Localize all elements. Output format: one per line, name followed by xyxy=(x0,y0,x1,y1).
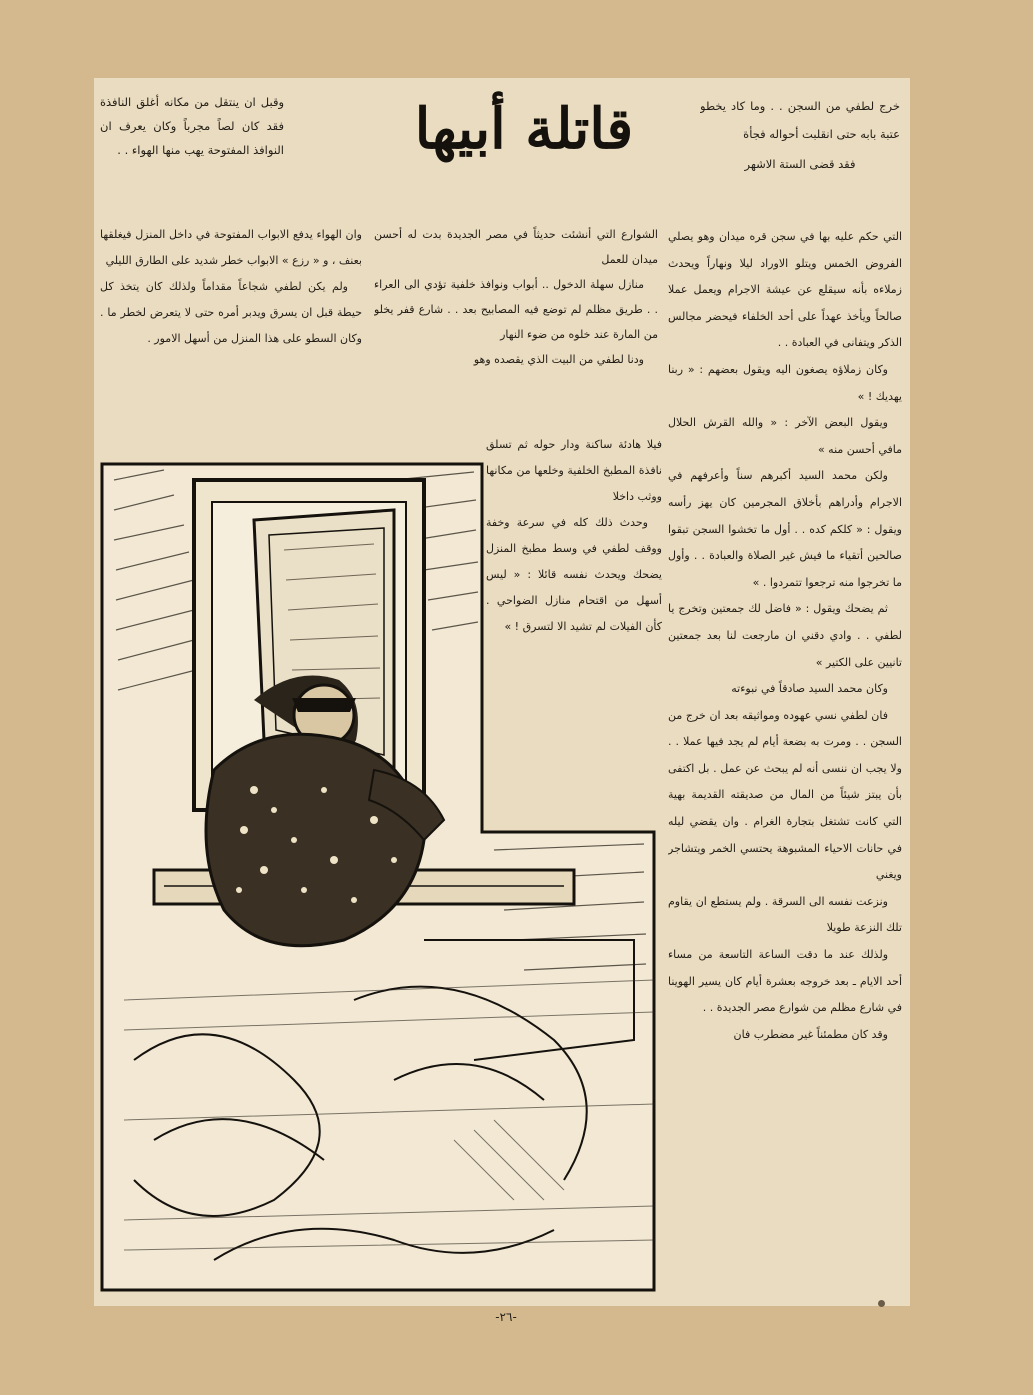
article-title: قاتلة أبيها xyxy=(414,96,634,162)
paragraph: وان الهواء يدفع الابواب المفتوحة في داخل المنزل فيغلقها بعنف ، و « رزع » الابواب خطر شديد على الطارق الليلي xyxy=(100,228,362,267)
paragraph: ودنا لطفي من البيت الذي يقصده وهو xyxy=(473,353,644,366)
paragraph: وكان محمد السيد صادقاً في نبوءته xyxy=(731,682,888,696)
paragraph: فيلا هادئة ساكنة ودار حوله ثم تسلق نافذة المطبخ الخلفية وخلعها من مكانها ووثب داخلا xyxy=(486,438,662,503)
ink-dot xyxy=(878,1300,885,1307)
column-top-left xyxy=(100,90,284,190)
paragraph: ونزعت نفسه الى السرقة . ولم يستطع ان يقاوم تلك النزعة طويلا xyxy=(668,894,902,935)
column-inner xyxy=(486,432,662,820)
paragraph: وكان زملاؤه يصغون اليه ويقول بعضهم : « ربنا يهديك ! » xyxy=(668,362,902,403)
paragraph: ولذلك عند ما دقت الساعة التاسعة من مساء أحد الايام ـ بعد خروجه بعشرة أيام كان يسير الهوينا في شارع مظلم من شوارع مصر الجديدة . . xyxy=(668,948,902,1015)
paragraph: فان لطفي نسي عهوده ومواثيقه بعد ان خرج من السجن . . ومرت به بضعة أيام لم يجد فيها عملا . . ولا يجب ان ننسى أنه لم يبحث عن عمل . بل اكتفى بأن يبتز شيئاً من المال من صديقته القديمة بهية التي كانت تشتغل بتجارة الغرام . وان يقضي ليله في حانات الاحياء المشبوهة يحتسي الخمر ويتشاجر ويغني xyxy=(668,708,902,882)
subheading: فقد قضى الستة الاشهر xyxy=(744,157,856,171)
paragraph: منازل سهلة الدخول .. أبواب ونوافذ خلفية تؤدي الى العراء . . طريق مظلم لم توضع فيه المصابيح بعد . . شارع قفر يخلو من المارة عند خلوه من ضوء النهار xyxy=(374,278,658,341)
page-number: -٢٦- xyxy=(495,1310,517,1324)
paragraph: ولكن محمد السيد أكبرهم سناً وأعرفهم في الاجرام وأدراهم بأخلاق المجرمين كان يهز رأسه ويقول : « كلكم كده . . أول ما تخشوا السجن تبقوا صالحين أتقياء ما فيش غير الصلاة والعبادة . . وأول ما تخرجوا منه ترجعوا تتمردوا . » xyxy=(668,469,902,589)
paragraph: خرج لطفي من السجن . . وما كاد يخطو عتبة بابه حتى انقلبت أحواله فجأة xyxy=(700,99,900,141)
paragraph: وحدث ذلك كله في سرعة وخفة ووقف لطفي في وسط مطبخ المنزل يضحك ويحدث نفسه قائلا : « ليس أسهل من اقتحام منازل الضواحي . كأن الفيلات لم تشيد الا لتسرق ! » xyxy=(486,516,662,633)
column-left xyxy=(100,222,362,450)
paragraph: وقد كان مطمئناً غير مضطرب فان xyxy=(733,1027,888,1041)
paragraph: ويقول البعض الآخر : « والله القرش الحلال مافي أحسن منه » xyxy=(668,416,902,456)
column-middle xyxy=(374,222,658,422)
paragraph: وقبل ان ينتقل من مكانه أغلق النافذة فقد كان لصاً مجرباً وكان يعرف ان النوافذ المفتوحة يهب منها الهواء . . xyxy=(100,95,284,157)
paragraph: ولم يكن لطفي شجاعاً مقداماً ولذلك كان يتخذ كل حيطة قبل ان يسرق ويدبر أمره حتى لا يتعرض لخطر ما . وكان السطو على هذا المنزل من أسهل الامور . xyxy=(100,280,362,345)
column-right xyxy=(668,224,902,1282)
paragraph: الشوارع التي أنشئت حديثاً في مصر الجديدة بدت له أحسن ميدان للعمل xyxy=(374,228,658,266)
paragraph: التي حكم عليه بها في سجن قره ميدان وهو يصلي الفروض الخمس ويتلو الاوراد ليلا ونهاراً ويحدث زملاءه بأنه سيقلع عن عيشة الاجرام ويعمل عملا صالحاً ويأخذ عهداً على أحد الخلفاء فيحضر مجالس الذكر ويتفانى في العبادة . . xyxy=(668,230,902,350)
paragraph: ثم يضحك ويقول : « فاضل لك جمعتين وتخرج يا لطفي . . وادي دقني ان مارجعت لنا بعد جمعتين تانيين على الكتير » xyxy=(668,602,902,669)
column-top-right xyxy=(700,92,900,220)
